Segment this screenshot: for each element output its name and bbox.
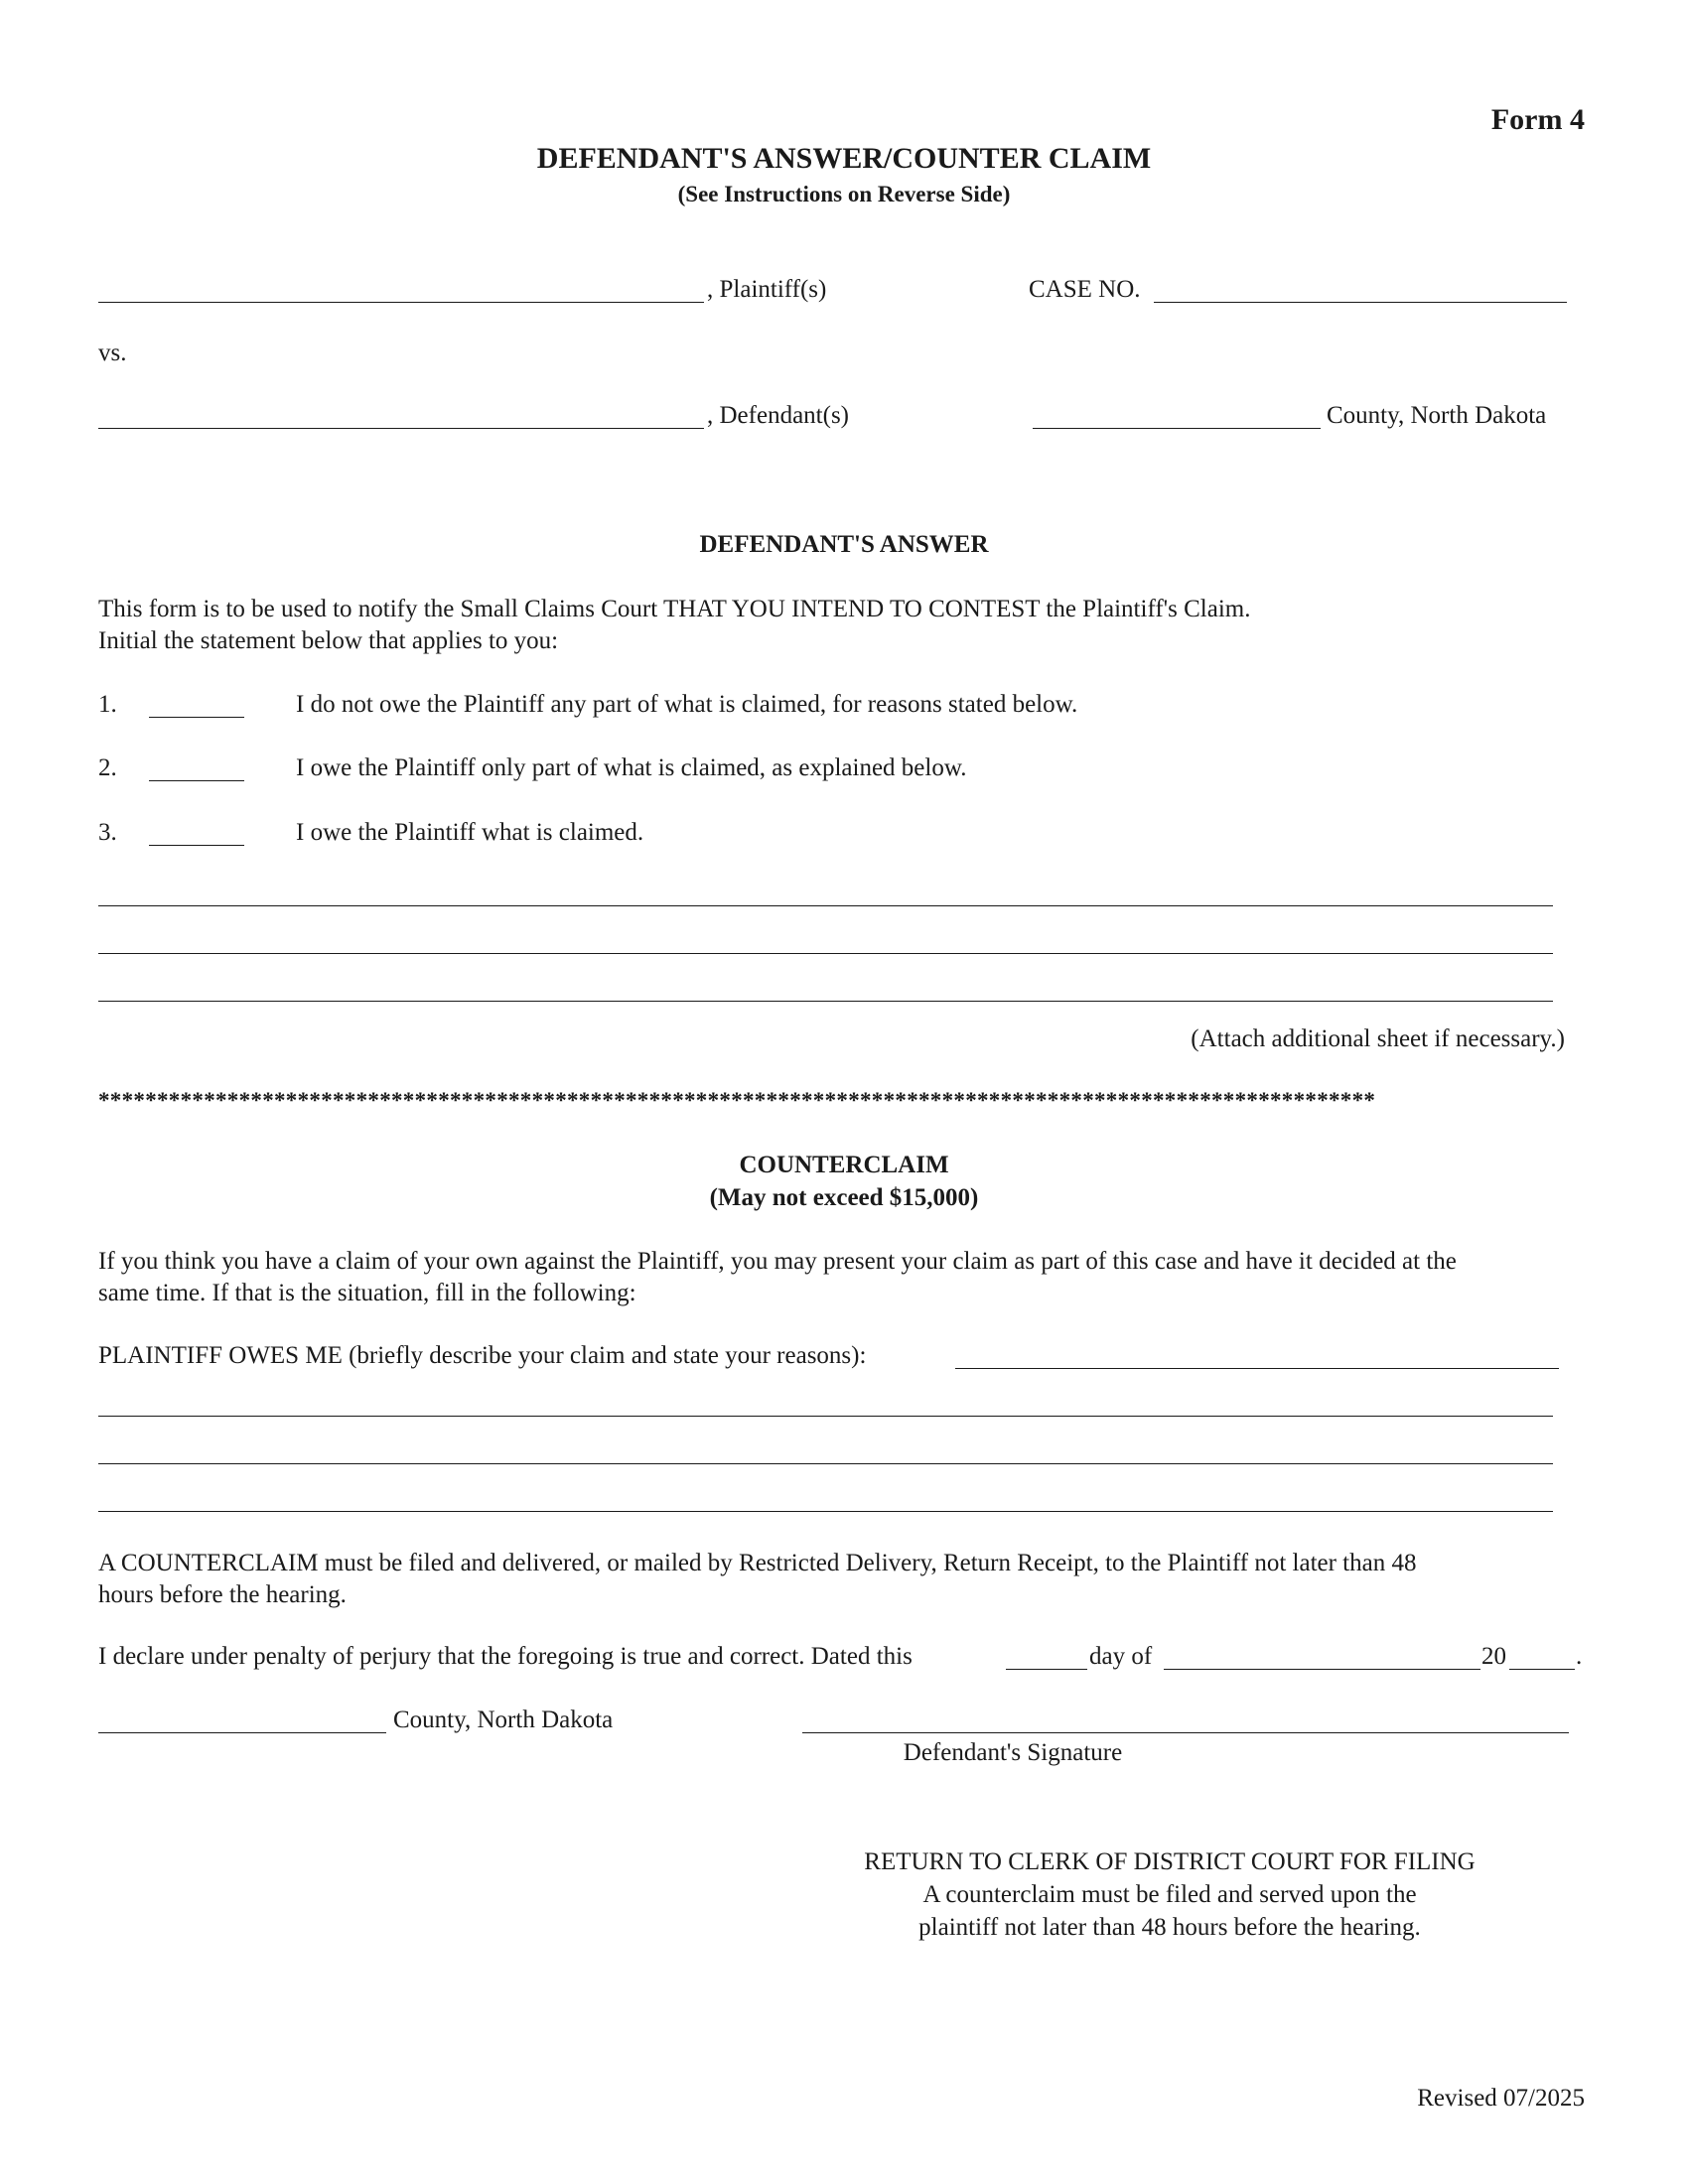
option-text: I do not owe the Plaintiff any part of what is claimed, for reasons stated below. [296,691,1078,718]
return-to-clerk: RETURN TO CLERK OF DISTRICT COURT FOR FILING [864,1848,1476,1875]
option-text: I owe the Plaintiff only part of what is claimed, as explained below. [296,754,967,781]
option-number: 3. [98,819,117,846]
counterclaim-intro-line2: same time. If that is the situation, fill in the following: [98,1280,636,1306]
form-title: DEFENDANT'S ANSWER/COUNTER CLAIM [536,142,1152,175]
case-no-label: CASE NO. [1029,276,1141,303]
revision-date: Revised 07/2025 [1417,2085,1585,2112]
claim-description-field[interactable] [955,1368,1559,1369]
option-number: 2. [98,754,117,781]
plaintiff-label: , Plaintiff(s) [707,276,827,303]
dated-month-field[interactable] [1164,1669,1480,1670]
return-note-line2: A counterclaim must be filed and served upon the [922,1881,1417,1908]
case-no-field[interactable] [1154,302,1567,303]
claim-description-line[interactable] [98,1463,1553,1464]
year-prefix: 20 [1481,1643,1506,1670]
counterclaim-heading: COUNTERCLAIM [739,1152,949,1178]
form-number: Form 4 [1490,103,1585,136]
dated-year-field[interactable] [1509,1669,1575,1670]
answer-explanation-line[interactable] [98,953,1553,954]
signature-county-field[interactable] [98,1732,386,1733]
form-subtitle: (See Instructions on Reverse Side) [677,182,1011,206]
declaration-text: I declare under penalty of perjury that the foregoing is true and correct. Dated this [98,1643,913,1670]
answer-heading: DEFENDANT'S ANSWER [699,531,989,558]
answer-intro-line1: This form is to be used to notify the Small Claims Court THAT YOU INTEND TO CONTEST the Plaintiff's Claim. [98,596,1251,622]
counterclaim-subheading: (May not exceed $15,000) [709,1184,979,1211]
caption-county-field[interactable] [1033,428,1321,429]
answer-explanation-line[interactable] [98,1001,1553,1002]
declaration-period: . [1576,1643,1583,1670]
defendant-label: , Defendant(s) [707,402,849,429]
return-note-line3: plaintiff not later than 48 hours before the hearing. [918,1914,1421,1941]
claim-description-line[interactable] [98,1416,1553,1417]
plaintiff-name-field[interactable] [98,302,704,303]
delivery-note-line2: hours before the hearing. [98,1581,347,1608]
counterclaim-intro-line1: If you think you have a claim of your own against the Plaintiff, you may present your claim as part of this case and have it decided at the [98,1248,1457,1275]
defendant-signature-field[interactable] [802,1732,1569,1733]
plaintiff-owes-label: PLAINTIFF OWES ME (briefly describe your claim and state your reasons): [98,1342,867,1369]
caption-county-label: County, North Dakota [1327,402,1547,429]
option-3-initial-field[interactable] [149,845,244,846]
option-number: 1. [98,691,117,718]
signature-label: Defendant's Signature [903,1739,1123,1766]
answer-explanation-line[interactable] [98,905,1553,906]
option-2-initial-field[interactable] [149,780,244,781]
vs-label: vs. [98,340,127,366]
separator-asterisks: ************************************************************************************************************* [98,1088,1376,1113]
dated-day-field[interactable] [1006,1669,1087,1670]
delivery-note-line1: A COUNTERCLAIM must be filed and delivered, or mailed by Restricted Delivery, Return Receipt, to the Plaintiff not later than 48 [98,1550,1417,1576]
answer-intro-line2: Initial the statement below that applies to you: [98,627,559,654]
option-text: I owe the Plaintiff what is claimed. [296,819,644,846]
attach-note: (Attach additional sheet if necessary.) [1191,1025,1565,1052]
day-of-label: day of [1089,1643,1153,1670]
defendant-name-field[interactable] [98,428,704,429]
claim-description-line[interactable] [98,1511,1553,1512]
signature-county-label: County, North Dakota [393,1706,614,1733]
option-1-initial-field[interactable] [149,717,244,718]
